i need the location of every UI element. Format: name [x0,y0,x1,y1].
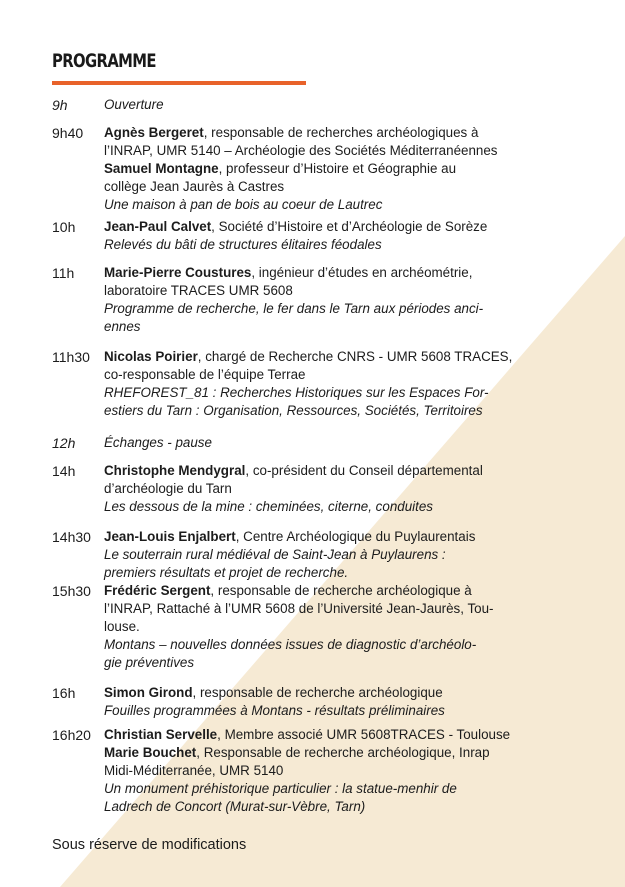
talk-title: Ladrech de Concort (Murat-sur-Vèbre, Tarn) [104,799,366,814]
speaker-affiliation: , Membre associé UMR 5608TRACES - Toulouse [217,727,511,742]
program-line [104,636,580,654]
talk-title: Une maison à pan de bois au coeur de Lautrec [104,197,383,212]
speaker-affiliation: , ingénieur d’études en archéométrie, [251,265,473,280]
program-line [104,564,580,582]
talk-title: premiers résultats et projet de recherche. [104,565,349,580]
program-time: 10h [52,219,76,235]
speaker-affiliation: , chargé de Recherche CNRS - UMR 5608 TRACES, [197,349,513,364]
talk-title: Un monument préhistorique particulier : la statue-menhir de [104,781,457,796]
talk-title: estiers du Tarn : Organisation, Ressources, Sociétés, Territoires [104,403,483,418]
program-line [104,124,580,142]
program-line [104,498,580,516]
program-time: 11h [52,265,75,281]
program-line [104,744,580,762]
talk-title: Échanges - pause [104,435,212,450]
speaker-affiliation: , Centre Archéologique du Puylaurentais [235,529,476,544]
talk-title: Ouverture [104,97,164,112]
speaker-affiliation: louse. [104,619,140,634]
talk-title: Montans – nouvelles données issues de diagnostic d’archéolo- [104,637,477,652]
program-line [104,96,580,114]
program-line [104,196,580,214]
speaker-name: Samuel Montagne [104,161,219,176]
program-line [104,236,580,254]
program-line [104,780,580,798]
speaker-name: Christian Servelle [104,727,218,742]
talk-title: Fouilles programmées à Montans - résultats préliminaires [104,703,445,718]
program-line [104,178,580,196]
program-description [104,528,580,582]
program-line [104,218,580,236]
program-description [104,434,580,452]
speaker-affiliation: , responsable de recherche archéologique à [210,583,472,598]
program-line [104,762,580,780]
talk-title: Programme de recherche, le fer dans le Tarn aux périodes anci- [104,301,484,316]
program-line [104,160,580,178]
program-line [104,702,580,720]
program-time: 14h [52,463,76,479]
program-line [104,726,580,744]
program-line [104,402,580,420]
program-time: 9h [52,97,68,113]
program-description [104,124,580,214]
speaker-name: Jean-Paul Calvet [104,219,212,234]
program-line [104,582,580,600]
program-line [104,528,580,546]
program-line [104,798,580,816]
talk-title: Le souterrain rural médiéval de Saint-Jean à Puylaurens : [104,547,446,562]
program-line [104,366,580,384]
program-line [104,600,580,618]
program-line [104,348,580,366]
program-line [104,318,580,336]
page-title: PROGRAMME [52,50,156,72]
program-time: 12h [52,435,76,451]
speaker-affiliation: , Responsable de recherche archéologique, Inrap [196,745,490,760]
program-time: 9h40 [52,125,84,141]
program-line [104,384,580,402]
footer-note: Sous réserve de modifications [52,837,247,853]
program-time: 11h30 [52,349,90,365]
program-line [104,546,580,564]
program-description [104,684,580,720]
speaker-affiliation: l’INRAP, UMR 5140 – Archéologie des Sociétés Méditerranéennes [104,143,498,158]
speaker-affiliation: , professeur d’Histoire et Géographie au [218,161,457,176]
speaker-affiliation: , Société d’Histoire et d’Archéologie de Sorèze [211,219,488,234]
program-line [104,264,580,282]
talk-title: Relevés du bâti de structures élitaires féodales [104,237,382,252]
speaker-affiliation: d’archéologie du Tarn [104,481,232,496]
program-description [104,96,580,114]
program-line [104,480,580,498]
program-time: 15h30 [52,583,91,599]
speaker-affiliation: collège Jean Jaurès à Castres [104,179,285,194]
speaker-name: Nicolas Poirier [104,349,198,364]
program-line [104,654,580,672]
speaker-name: Agnès Bergeret [104,125,204,140]
program-line [104,282,580,300]
program-description [104,726,580,816]
speaker-affiliation: Midi-Méditerranée, UMR 5140 [104,763,284,778]
speaker-name: Frédéric Sergent [104,583,211,598]
talk-title: ennes [104,319,141,334]
program-line [104,618,580,636]
speaker-name: Jean-Louis Enjalbert [104,529,236,544]
program-description [104,264,580,336]
program-time: 16h20 [52,727,91,743]
speaker-affiliation: , responsable de recherches archéologiques à [203,125,479,140]
speaker-affiliation: l’INRAP, Rattaché à l’UMR 5608 de l’Université Jean-Jaurès, Tou- [104,601,494,616]
program-line [104,684,580,702]
title-underline [52,81,306,85]
program-line [104,300,580,318]
program-description [104,462,580,516]
program-line [104,434,580,452]
talk-title: Les dessous de la mine : cheminées, citerne, conduites [104,499,433,514]
speaker-name: Marie Bouchet [104,745,197,760]
program-time: 16h [52,685,76,701]
program-description [104,582,580,672]
program-line [104,462,580,480]
program-description [104,218,580,254]
talk-title: RHEFOREST_81 : Recherches Historiques sur les Espaces For- [104,385,489,400]
program-description [104,348,580,420]
speaker-name: Christophe Mendygral [104,463,246,478]
speaker-affiliation: co-responsable de l’équipe Terrae [104,367,306,382]
speaker-affiliation: , co-président du Conseil départemental [245,463,483,478]
talk-title: gie préventives [104,655,195,670]
speaker-affiliation: laboratoire TRACES UMR 5608 [104,283,293,298]
speaker-name: Marie-Pierre Coustures [104,265,252,280]
speaker-affiliation: , responsable de recherche archéologique [192,685,443,700]
program-time: 14h30 [52,529,91,545]
program-line [104,142,580,160]
speaker-name: Simon Girond [104,685,193,700]
